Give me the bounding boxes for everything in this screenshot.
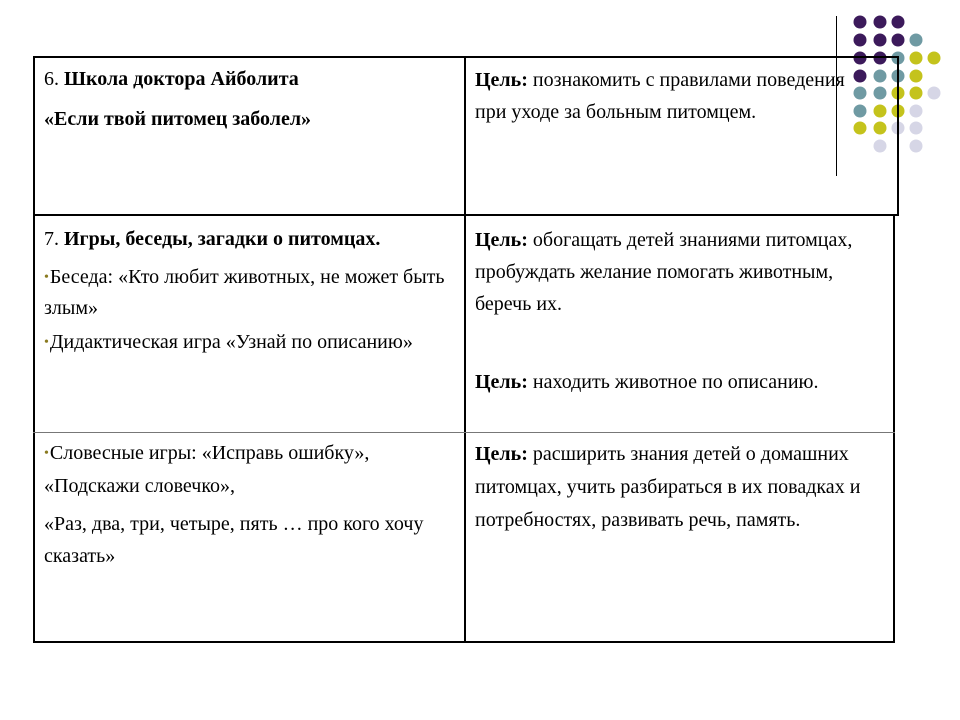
- decorative-dot: [854, 16, 867, 29]
- decorative-dot: [874, 87, 887, 100]
- bullet-icon: •: [44, 270, 49, 285]
- row-3-goal-text: расширить знания детей о домашних питомцах, учить разбираться в их повадках и потребностях, развивать речь, память.: [475, 443, 861, 531]
- table-right-border: [893, 214, 895, 643]
- decorative-dot: [910, 140, 923, 153]
- decorative-dot: [892, 16, 905, 29]
- row-2-bullet-1: Беседа: «Кто любит животных, не может быть злым»: [44, 266, 445, 319]
- row-3-right-cell: [475, 438, 870, 537]
- row-1-divider: [464, 56, 466, 216]
- row-2-left-cell: [44, 224, 456, 358]
- table-border-top: [33, 56, 899, 58]
- decorative-dot: [910, 105, 923, 118]
- decorative-dot: [874, 70, 887, 83]
- decorative-dot: [910, 52, 923, 65]
- row-2-bottom-border: [33, 432, 895, 433]
- decorative-dot: [874, 16, 887, 29]
- decorative-dot: [910, 70, 923, 83]
- decorative-dot: [874, 122, 887, 135]
- row-3-left-cell: [44, 437, 449, 572]
- row-1-right-cell: [475, 64, 855, 128]
- decorative-dot: [874, 105, 887, 118]
- row-2-right-cell: [475, 224, 880, 398]
- row-2-title: Игры, беседы, загадки о питомцах.: [64, 228, 381, 250]
- decorative-dot: [854, 34, 867, 47]
- row-2-number: 7.: [44, 228, 59, 250]
- decorative-dot: [874, 52, 887, 65]
- decorative-dot: [910, 87, 923, 100]
- row-2-bullet-2: Дидактическая игра «Узнай по описанию»: [49, 331, 413, 353]
- row-3-text: «Раз, два, три, четыре, пять … про кого хочу сказать»: [44, 513, 424, 567]
- row-1-subtitle: «Если твой питомец заболел»: [44, 108, 312, 130]
- decorative-dot: [874, 34, 887, 47]
- row-3-goal-label: Цель:: [475, 443, 528, 465]
- bullet-icon: •: [44, 335, 49, 350]
- row-1-left-cell: [44, 62, 454, 136]
- decorative-dot: [928, 52, 941, 65]
- row-1-bottom-border: [33, 214, 899, 216]
- decorative-dot: [854, 122, 867, 135]
- decorative-dot: [910, 34, 923, 47]
- row-1-right-border: [897, 56, 899, 216]
- row-1-left-border: [33, 56, 35, 216]
- table-border-bottom: [33, 641, 895, 643]
- row-1-goal-label: Цель:: [475, 69, 528, 91]
- decorative-dot: [854, 70, 867, 83]
- decorative-dot: [854, 52, 867, 65]
- decorative-dot: [874, 140, 887, 153]
- table-left-border: [33, 214, 35, 643]
- table-divider: [464, 214, 466, 643]
- decorative-dot: [928, 87, 941, 100]
- decorative-dot: [854, 87, 867, 100]
- row-1-goal-text: познакомить с правилами поведения при уходе за больным питомцем.: [475, 69, 845, 123]
- bullet-icon: •: [44, 446, 49, 461]
- row-1-number: 6.: [44, 68, 59, 90]
- row-1-title: Школа доктора Айболита: [64, 68, 299, 90]
- decorative-dot: [854, 105, 867, 118]
- row-2-goal-2-label: Цель:: [475, 371, 528, 393]
- row-2-goal-1-label: Цель:: [475, 229, 528, 251]
- row-2-goal-2-text: находить животное по описанию.: [532, 371, 819, 393]
- decorative-dot: [892, 34, 905, 47]
- decorative-dot: [910, 122, 923, 135]
- row-3-bullet: Словесные игры: «Исправь ошибку», «Подскажи словечко»,: [44, 442, 370, 497]
- row-2-goal-1-text: обогащать детей знаниями питомцах, пробуждать желание помогать животным, беречь их.: [475, 229, 853, 315]
